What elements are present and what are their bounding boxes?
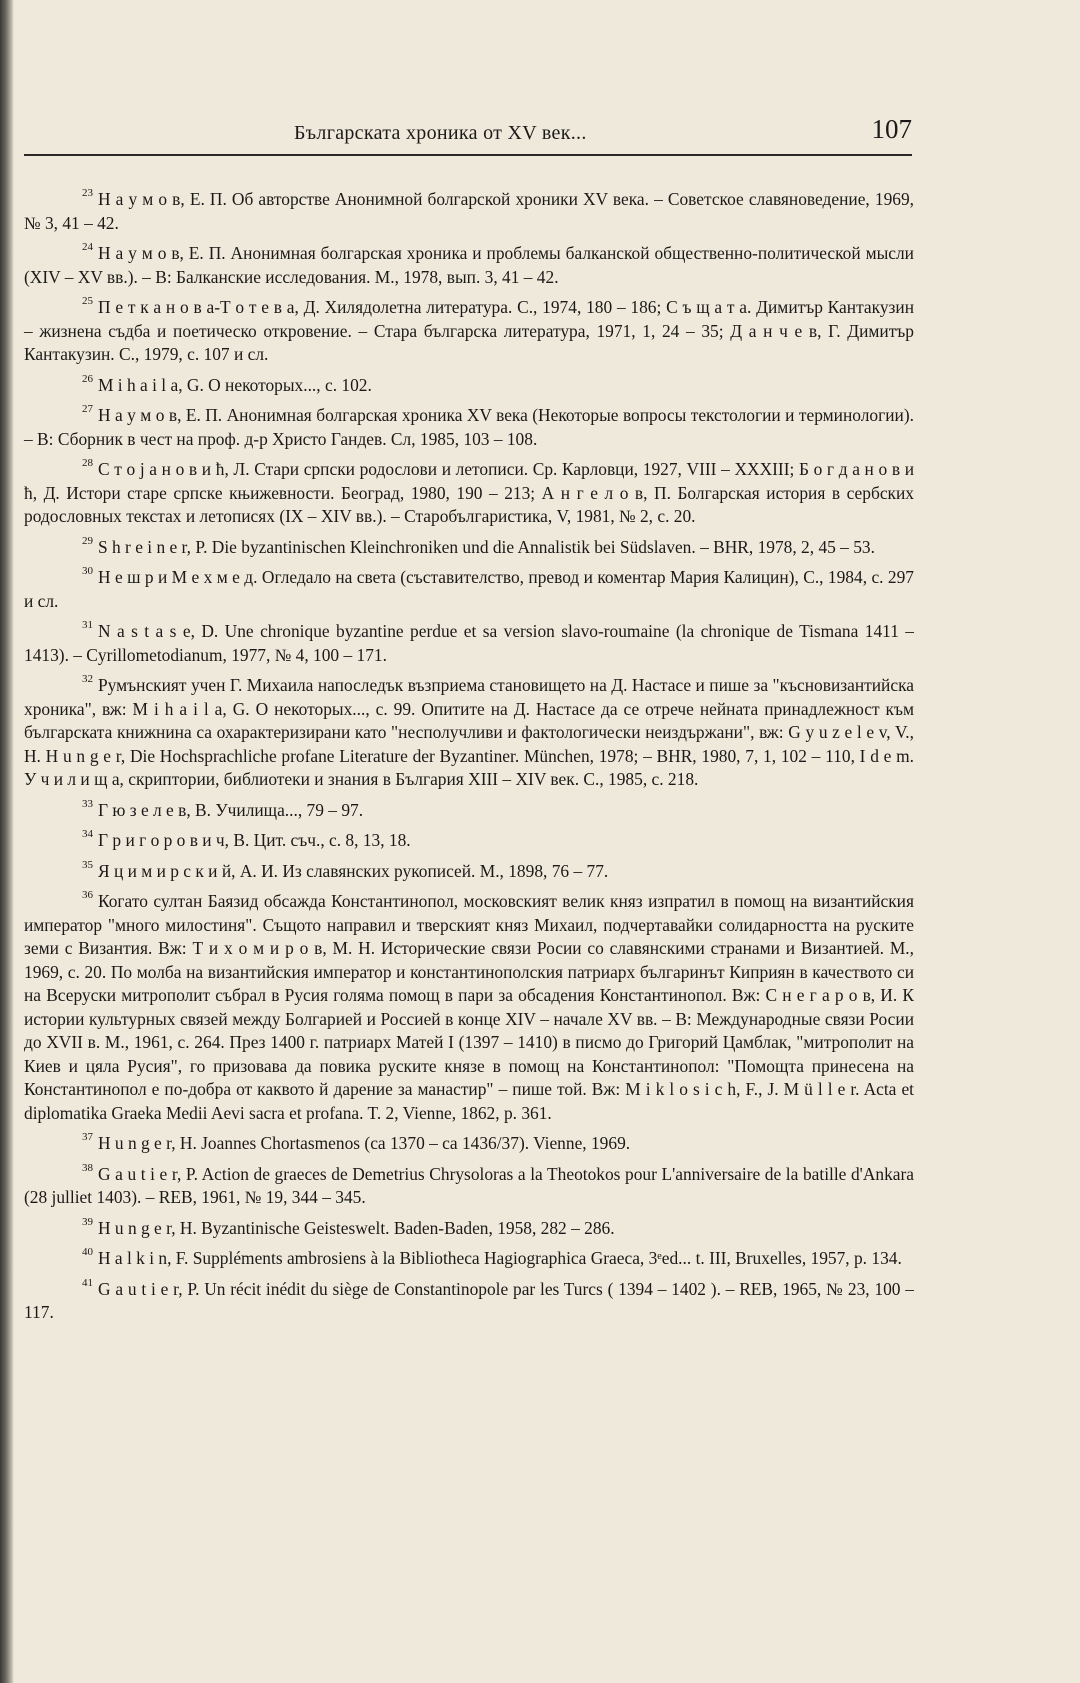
footnote-number: 30 [82,565,93,577]
footnote-37 [24,1126,914,1156]
footnote-text: , F. Suppléments ambrosiens à la Bibliotheca Hagiographica Graeca, 3ᵉed... t. III, Bruxelles, 1957, p. 134. [167,1248,902,1268]
footnote-author: С т о ј а н о в и ћ [98,459,225,479]
footnote-number: 27 [82,403,93,415]
footnote-39 [24,1211,914,1241]
running-head: Българската хроника от XV век... [294,122,587,144]
footnote-27 [24,398,914,451]
footnote-author: Н а у м о в [98,189,181,209]
footnote-34 [24,823,914,853]
footnote-number: 38 [82,1161,93,1174]
footnote-38 [24,1157,914,1210]
footnote-author: G a u t i e r [98,1278,179,1299]
footnote-text: , Е. П. Об авторстве Анонимной болгарской хроники XV века. – Советское славяноведение, 1969, № 3, 41 – 42. [24,189,914,233]
footnote-text: , P. Die byzantinischen Kleinchroniken und die Annalistik bei Südslaven. – BHR, 1978, 2, 45 – 53. [186,536,875,557]
footnote-text: , D. Une chronique byzantine perdue et sa version slavo-roumaine (la chronique de Tismana 1411 – 1413). – Cyrillometodianum, 1977, № 4, 100 – 171. [24,621,915,665]
footnote-number: 26 [82,372,93,385]
footnote-35 [24,854,914,884]
footnote-author: H u n g e r [98,1217,172,1238]
footnote-number: 40 [82,1246,93,1258]
footnote-author: П е т к а н о в а-Т о т е в а [98,297,295,317]
footnote-number: 24 [82,241,93,253]
footnote-text: , Е. П. Анонимная болгарская хроника и проблемы балканской общественно-политической мысли (XIV – XV вв.). – В: Балканские исследования. М., 1978, вып. 3, 41 – 42. [24,243,914,287]
footnote-32 [24,668,914,792]
footnote-text: , В. Училища..., 79 – 97. [186,799,364,820]
footnote-29 [24,530,914,560]
footnote-number: 25 [82,295,93,307]
footnote-28 [24,452,914,529]
footnote-text: , H. Byzantinische Geisteswelt. Baden-Baden, 1958, 282 – 286. [171,1217,615,1238]
footnote-author: N a s t a s e [98,621,191,641]
footnote-text: Румънският учен Г. Михаила напоследък възприема становището на Д. Настасе и пише за "късновизантийска хроника", вж: M i h a i l a, G. О некоторых..., с. 99. Опитите на Д. Настасе да се отрече нейната принадлежност към българската книжнина са охарактеризирани като "несполучливи и фактологически неиздържани", вж: G y u z e l e v, V., H. H u n g e r, Die Hochsprachliche profane Literature der Byzantiner. München, 1978; – BHR, 1980, 7, 1, 102 – 110, I d e m. У ч и л и щ а, скриптории, библиотеки и знания в България XIII – XIV век. С., 1985, с. 218. [24,675,914,789]
footnote-number: 33 [82,797,93,810]
footnote-author: G a u t i e r [98,1163,177,1184]
footnotes [24,182,914,1326]
footnote-text: , В. Цит. съч., с. 8, 13, 18. [224,830,411,850]
footnote-23 [24,182,914,235]
footnote-number: 37 [82,1131,93,1143]
footnote-author: Н е ш р и М е х м е д [98,567,254,587]
footnote-number: 35 [82,858,93,871]
footnote-number: 36 [82,889,93,901]
footnote-author: S h r e i n e r [98,536,187,557]
footnote-30 [24,560,914,613]
footnote-24 [24,236,914,289]
footnote-number: 23 [82,187,93,199]
footnote-40 [24,1241,914,1271]
footnote-number: 28 [82,457,93,469]
footnote-author: Н а у м о в [98,405,178,425]
footnote-31 [24,614,914,667]
footnote-number: 29 [82,534,93,547]
footnote-author: H a l k i n [98,1248,168,1268]
footnote-author: Я ц и м и р с к и й [98,860,232,881]
footnote-number: 31 [82,619,93,631]
footnote-author: Г р и г о р о в и ч [98,830,225,850]
footnote-26 [24,368,914,398]
footnote-author: Н а у м о в [98,243,180,263]
footnote-text: Когато султан Баязид обсажда Константинопол, московският велик княз изпратил в помощ на византийския император "много милостиня". Същото направил и тверският княз Михаил, подчертавайки солидарността на руските земи с Византия. Вж: Т и х о м и р о в, М. Н. Исторические связи Росии со славянскими странами и Византией. М., 1969, с. 20. По молба на византийския император и константинополския патриарх българинът Киприян в качеството си на Всеруски митрополит събрал в Русия голяма помощ в пари за обсадения Константинопол. Вж: С н е г а р о в, И. К истории культурных связей между Болгарией и Россией в конце XIV – начале XV вв. – В: Международные связи Росии до XVII в. М., 1961, с. 264. През 1400 г. патриарх Матей I (1397 – 1410) в писмо до Григорий Цамблак, "митрополит на Киев и цяла Русия", го призовава да повика руските князе в помощ на Константинопол: "Помощта принесена на Константинопол е по-добра от каквото й дарение за манастир" – пише той. Вж: M i k l o s i c h, F., J. M ü l l e r. Acta et diplomatika Graeka Medii Aevi sacra et profana. T. 2, Vienne, 1862, p. 361. [24,891,914,1123]
footnote-text: , P. Action de graeces de Demetrius Chrysoloras a la Theotokos pour L'anniversaire de la batille d'Ankara (28 julliet 1403). – REB, 1961, № 19, 344 – 345. [24,1163,914,1207]
footnote-number: 32 [82,673,93,685]
page-binding-edge [0,0,14,1683]
footnote-author: M i h a i l a [98,374,179,395]
footnote-number: 41 [82,1276,93,1289]
footnote-author: Г ю з е л е в [98,799,187,820]
footnote-33 [24,793,914,823]
page-header [24,108,912,156]
footnote-text: , P. Un récit inédit du siège de Constantinopole par les Turcs ( 1394 – 1402 ). – REB, 1965, № 23, 100 – 117. [24,1278,914,1322]
footnote-text: , А. И. Из славянских рукописей. М., 1898, 76 – 77. [231,860,609,881]
footnote-36 [24,884,914,1125]
footnote-number: 39 [82,1215,93,1228]
footnote-25 [24,290,914,367]
footnote-text: , Е. П. Анонимная болгарская хроника XV века (Некоторые вопросы текстологии и терминологии). – В: Сборник в чест на проф. д-р Христо Гандев. Сл, 1985, 103 – 108. [24,405,914,449]
footnote-41 [24,1272,914,1325]
footnote-number: 34 [82,828,93,840]
page-number: 107 [871,114,912,144]
footnote-text: , Л. Стари српски родослови и летописи. Ср. Карловци, 1927, VIII – XXXIII; Б о г д а н о в и ћ, Д. Истори старе српске књижевности. Београд, 1980, 190 – 213; А н г е л о в, П. Болгарская история в сербских родословных текстах и летописях (IX – XIV вв.). – Старобългаристика, V, 1981, № 2, с. 20. [24,459,915,526]
footnote-text: , H. Joannes Chortasmenos (ca 1370 – ca 1436/37). Vienne, 1969. [171,1133,631,1153]
footnote-text: . Огледало на света (съставителство, превод и коментар Мария Калицин), С., 1984, с. 297 и сл. [24,567,914,611]
footnote-author: H u n g e r [98,1133,172,1153]
footnote-text: , Д. Хилядолетна литература. С., 1974, 180 – 186; С ъ щ а т а. Димитър Кантакузин – жизнена съдба и поетическо откровение. – Стара българска литература, 1971, 1, 24 – 35; Д а н ч е в, Г. Димитър Кантакузин. С., 1979, с. 107 и сл. [24,297,914,364]
footnote-text: , G. О некоторых..., с. 102. [178,374,372,395]
